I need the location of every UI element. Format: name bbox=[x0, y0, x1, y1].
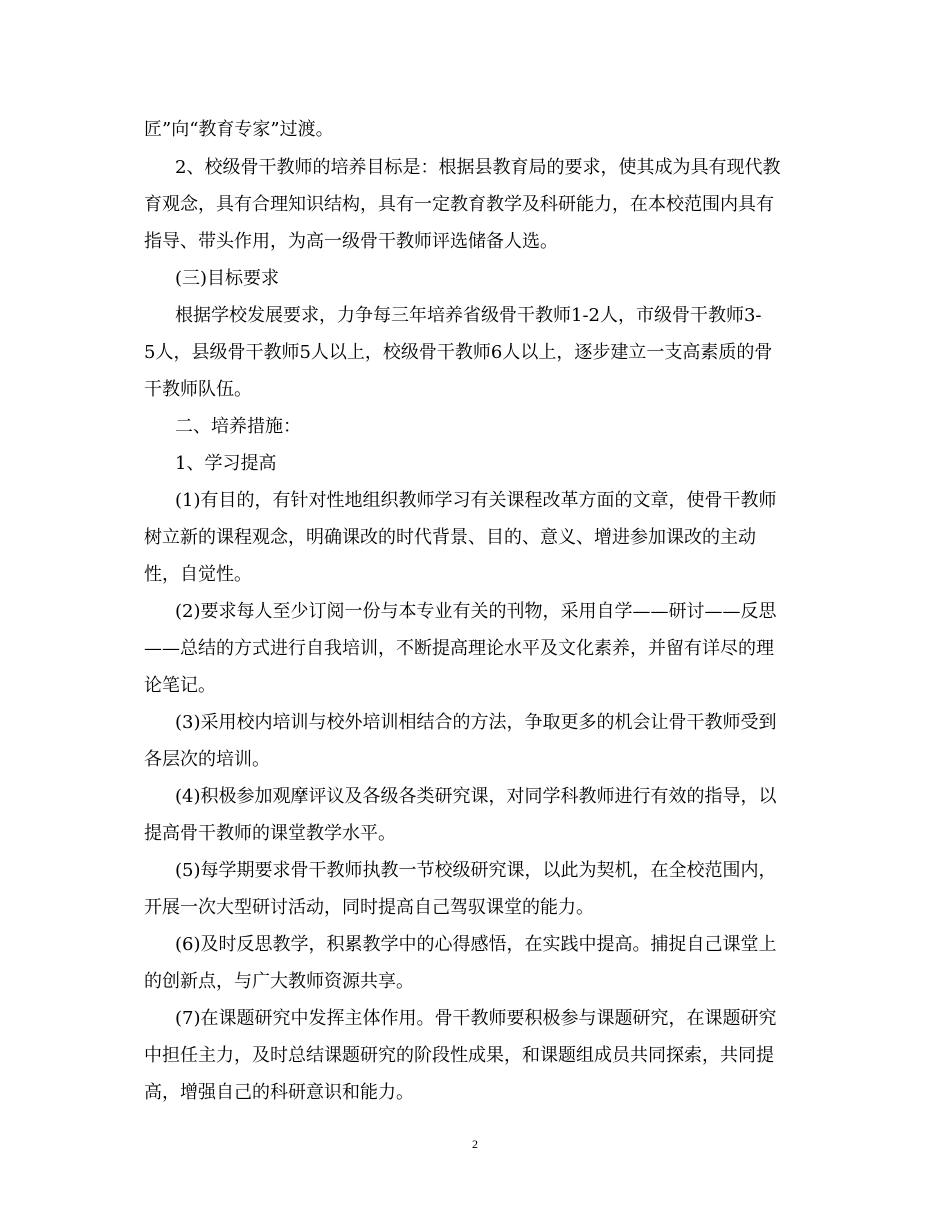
page-number: 2 bbox=[472, 1137, 478, 1151]
document-page: 匠”向“教育专家”过渡。 2、校级骨干教师的培养目标是：根据县教育局的要求，使其成为具有现代教 育观念，具有合理知识结构，具有一定教育教学及科研能力，在本校范围内具有 指导、带头作用，为高一级骨干教师评选储备人选。 (三)目标要求 根据学校发展要求，力争每三年培养省级骨干教师1-2人，市级骨干教师3- 5人，县级骨干教师5人以上，校级骨干教师6人以上，逐步建立一支高素质的骨 干教师队伍。 二、培养措施： 1、学习提高 (1)有目的，有针对性地组织教师学习有关课程改革方面的文章，使骨干教师 树立新的课程观念，明确课改的时代背景、目的、意义、增进参加课改的主动 性，自觉性。 (2)要求每人至少订阅一份与本专业有关的刊物，采用自学——研讨——反思 ——总结的方式进行自我培训，不断提高理论水平及文化素养，并留有详尽的理 论笔记。 (3)采用校内培训与校外培训相结合的方法，争取更多的机会让骨干教师受到 各层次的培训。 (4)积极参加观摩评议及各级各类研究课，对同学科教师进行有效的指导，以 提高骨干教师的课堂教学水平。 (5)每学期要求骨干教师执教一节校级研究课，以此为契机，在全校范围内， 开展一次大型研讨活动，同时提高自己驾驭课堂的能力。 (6)及时反思教学，积累教学中的心得感悟，在实践中提高。捕捉自己课堂上 的创新点，与广大教师资源共享。 (7)在课题研究中发挥主体作用。骨干教师要积极参与课题研究，在课题研究 中担任主力，及时总结课题研究的阶段性成果，和课题组成员共同探索，共同提 高，增强自己的科研意识和能力。 2 bbox=[0, 0, 950, 1230]
